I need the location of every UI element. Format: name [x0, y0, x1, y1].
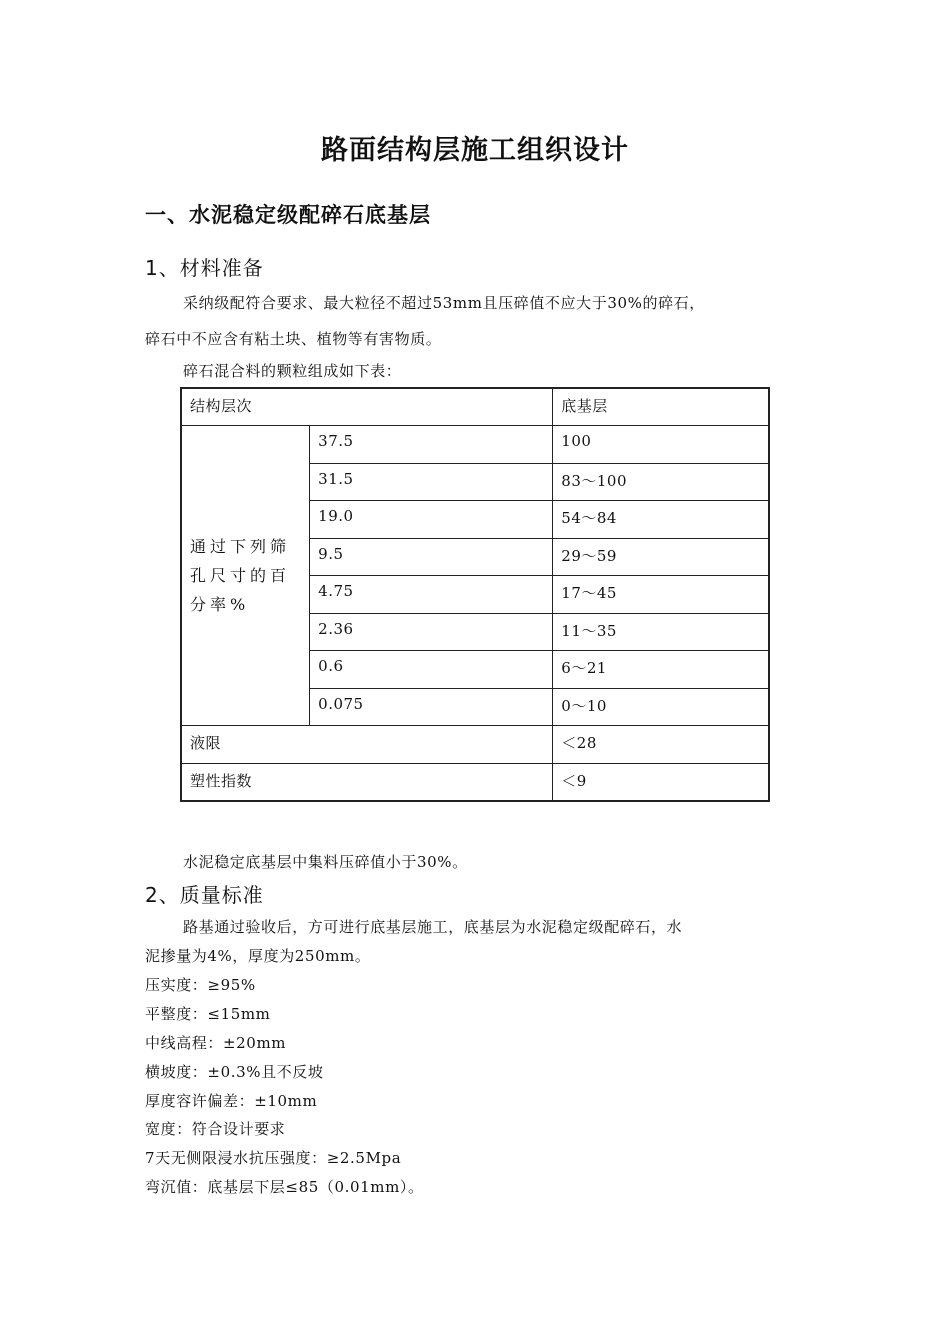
- header-structure-layer: 结构层次: [181, 388, 553, 426]
- materials-paragraph-line2: 碎石中不应含有粘土块、植物等有害物质。: [145, 330, 442, 348]
- table-row: [181, 763, 769, 801]
- sieve-size: 4.75: [310, 576, 553, 614]
- passing-value: 29～59: [553, 538, 769, 576]
- sieve-size: 9.5: [310, 538, 553, 576]
- passing-value: 6～21: [553, 651, 769, 689]
- passing-value: 54～84: [553, 501, 769, 539]
- list-item: 平整度：≤15mm: [145, 1005, 271, 1023]
- table-intro: 碎石混合料的颗粒组成如下表：: [183, 362, 402, 380]
- sieve-size: 0.075: [310, 688, 553, 726]
- after-table-note: 水泥稳定底基层中集料压碎值小于30%。: [183, 853, 468, 871]
- table-row: [181, 426, 769, 464]
- list-item: 宽度：符合设计要求: [145, 1120, 286, 1138]
- merged-sieve-label: 通过下列筛孔尺寸的百分率%: [181, 426, 310, 726]
- list-item: 压实度：≥95%: [145, 976, 256, 994]
- sieve-size: 19.0: [310, 501, 553, 539]
- sieve-size: 37.5: [310, 426, 553, 464]
- passing-value: 83～100: [553, 463, 769, 501]
- header-subbase: 底基层: [553, 388, 769, 426]
- plasticity-index-value: ＜9: [553, 763, 769, 801]
- table-row: [181, 388, 769, 426]
- passing-value: 11～35: [553, 613, 769, 651]
- sieve-size: 0.6: [310, 651, 553, 689]
- subsection-heading-quality: 2、质量标准: [145, 883, 264, 907]
- passing-value: 100: [553, 426, 769, 464]
- subsection-heading-materials: 1、材料准备: [145, 256, 264, 280]
- materials-paragraph-line1: 采纳级配符合要求、最大粒径不超过53mm且压碎值不应大于30%的碎石，: [183, 294, 705, 312]
- quality-paragraph-line2: 泥掺量为4%，厚度为250mm。: [145, 947, 371, 965]
- sieve-size: 31.5: [310, 463, 553, 501]
- passing-value: 17～45: [553, 576, 769, 614]
- passing-value: 0～10: [553, 688, 769, 726]
- liquid-limit-value: ＜28: [553, 726, 769, 764]
- quality-paragraph-line1: 路基通过验收后，方可进行底基层施工，底基层为水泥稳定级配碎石，水: [183, 918, 683, 936]
- section-heading: 一、水泥稳定级配碎石底基层: [145, 203, 431, 227]
- document-title: 路面结构层施工组织设计: [321, 135, 629, 166]
- list-item: 厚度容许偏差：±10mm: [145, 1092, 318, 1110]
- liquid-limit-label: 液限: [181, 726, 553, 764]
- table-row: [181, 726, 769, 764]
- list-item: 7天无侧限浸水抗压强度：≥2.5Mpa: [145, 1149, 402, 1167]
- list-item: 中线高程：±20mm: [145, 1034, 287, 1052]
- list-item: 弯沉值：底基层下层≤85（0.01mm）。: [145, 1178, 424, 1196]
- grading-table: [180, 387, 770, 802]
- sieve-size: 2.36: [310, 613, 553, 651]
- list-item: 横坡度：±0.3%且不反坡: [145, 1063, 324, 1081]
- plasticity-index-label: 塑性指数: [181, 763, 553, 801]
